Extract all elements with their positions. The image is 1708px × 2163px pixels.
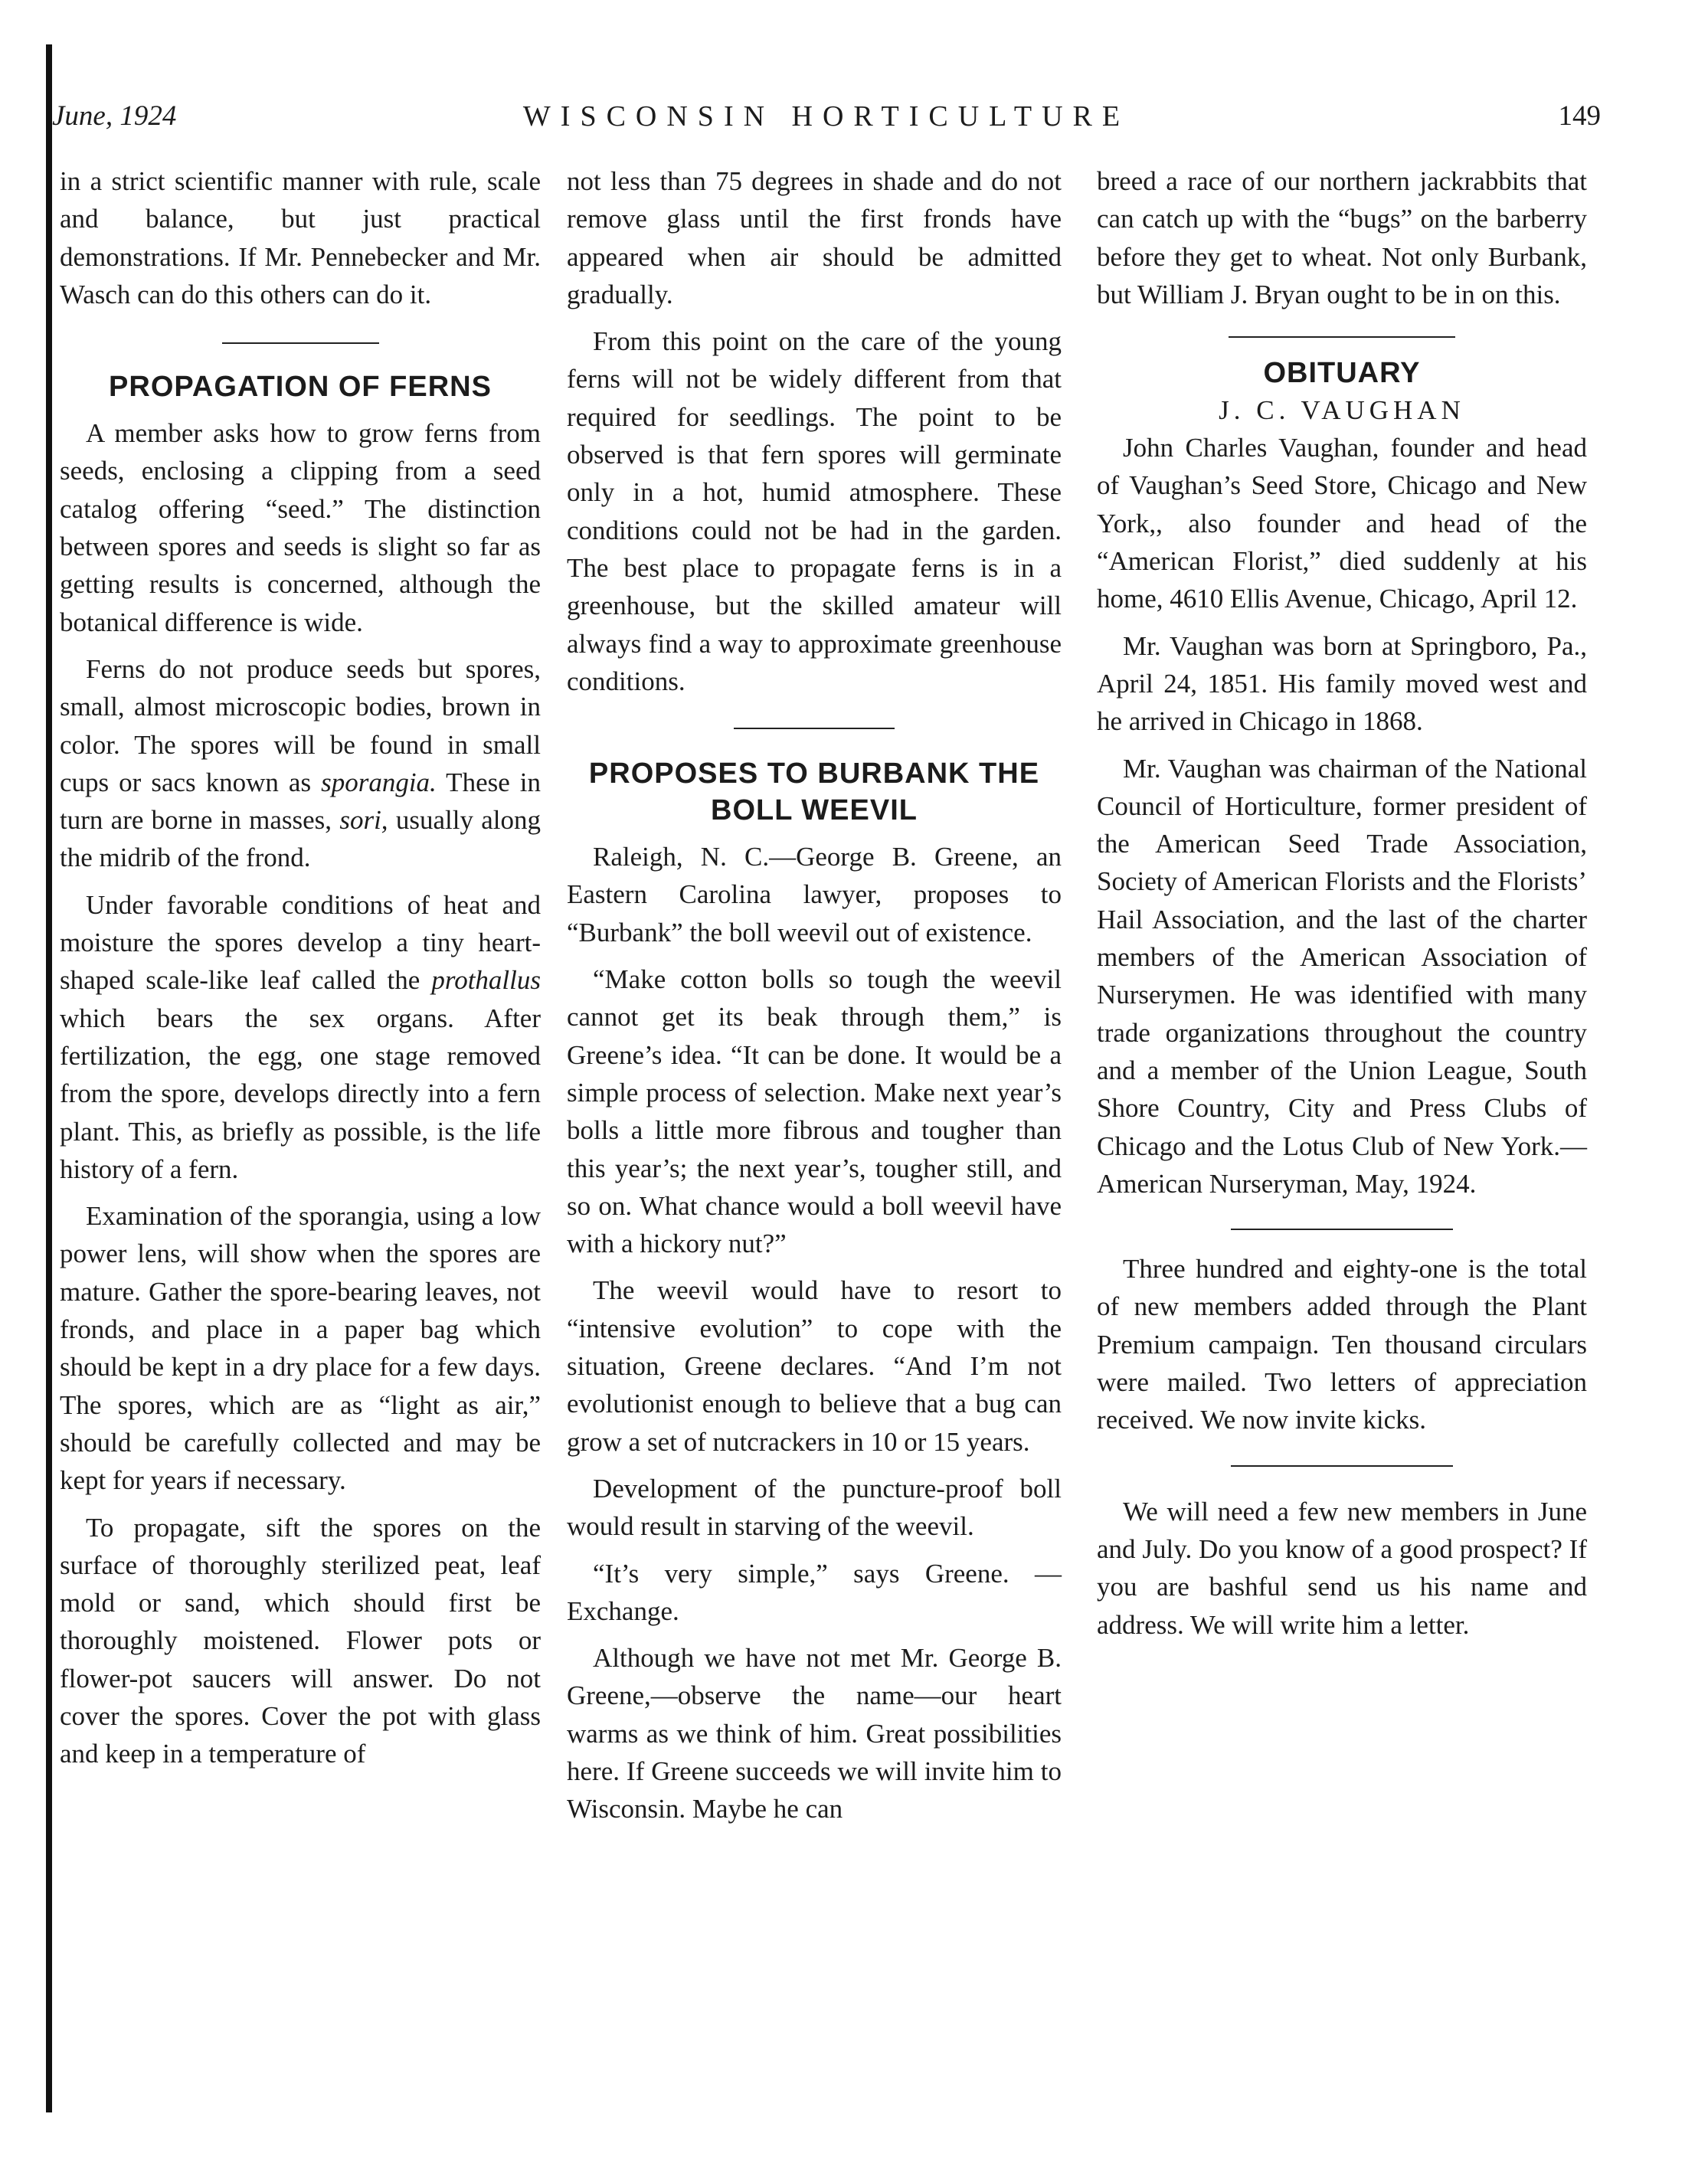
journal-title: WISCONSIN HORTICULTURE xyxy=(522,100,1130,133)
obituary-paragraph-2: Mr. Vaughan was born at Springboro, Pa., April 24, 1851. His family moved west and he arrived in Chicago in 1868. xyxy=(1097,630,1587,737)
ferns-paragraph-4: Examination of the sporangia, using a low power lens, will show when the spores are mature. Gather the spore-bearing leaves, not fronds, and place in a paper bag which should be kept in a dry place for a few days. The spores, which are as “light as air,” should be carefully collected and may be kept for years if necessary. xyxy=(60,1201,541,1496)
ferns-paragraph-3-text-b: which bears the sex organs. After fertilization, the egg, one stage removed from the spore, develops directly into a fern plant. This, as briefly as possible, is the life history of a fern. xyxy=(60,1003,541,1184)
obituary-heading: OBITUARY xyxy=(1263,357,1421,390)
section-divider xyxy=(1229,336,1455,338)
ferns-paragraph-1: A member asks how to grow ferns from seeds, enclosing a clipping from a seed catalog offering “seed.” The distinction between spores and seeds is slight so far as getting results is concerned, although the botanical difference is wide. xyxy=(60,418,541,637)
column-3 xyxy=(1097,162,1587,1644)
ferns-paragraph-5: To propagate, sift the spores on the surface of thoroughly sterilized peat, leaf mold or sand, which should first be thoroughly moistened. Flower pots or flower-pot saucers will answer. Do not cover the spores. Cover the pot with glass and keep in a temperature of xyxy=(60,1512,541,1769)
weevil-heading: PROPOSES TO BURBANK THE BOLL WEEVIL xyxy=(588,758,1040,827)
obituary-byline: J. C. VAUGHAN xyxy=(1219,395,1465,426)
term-sporangia: sporangia. xyxy=(321,767,437,797)
ferns-paragraph-2-text-c: usually along the midrib of the frond. xyxy=(60,805,541,873)
running-header xyxy=(52,92,1601,138)
weevil-paragraph-6-continued: breed a race of our northern jackrabbits that can catch up with the “bugs” on the barberry before they get to wheat. Not only Burbank, but William J. Bryan ought to be in on this. xyxy=(1097,166,1587,309)
new-members-paragraph: Three hundred and eighty-one is the total of new members added through the Plant Premium campaign. Ten thousand circulars were mailed. Two letters of appreciation received. We now invite kicks. xyxy=(1097,1254,1587,1435)
intro-paragraph: in a strict scientific manner with rule, scale and balance, but just practical demonstrations. If Mr. Pennebecker and Mr. Wasch can do this others can do it. xyxy=(60,166,541,309)
term-prothallus: prothallus xyxy=(431,965,541,996)
column-1 xyxy=(60,162,541,1773)
term-sori: sori, xyxy=(339,805,388,836)
ferns-paragraph-7: From this point on the care of the young ferns will not be widely different from that required for seedlings. The point to be observed is that fern spores will germinate only in a hot, humid atmosphere. These conditions could not be had in the garden. The best place to propagate ferns is in a greenhouse, but the skilled amateur will always find a way to approximate greenhouse conditions. xyxy=(567,326,1062,696)
weevil-paragraph-2: “Make cotton bolls so tough the weevil cannot get its beak through them,” is Greene’s idea. “It can be done. It would be a simple process of selection. Make next year’s bolls a little more fibrous and tougher than this year’s; the next year’s, tougher still, and so on. What chance would a boll weevil have with a hickory nut?” xyxy=(567,964,1062,1259)
section-divider xyxy=(222,342,379,344)
section-divider xyxy=(1231,1465,1453,1467)
ferns-paragraph-2-text-a: Ferns do not produce seeds but spores, small, almost microscopic bodies, brown in color. The spores will be found in small cups or sacs known as xyxy=(60,653,541,797)
issue-date: June, 1924 xyxy=(52,100,177,132)
prospect-paragraph: We will need a few new members in June and July. Do you know of a good prospect? If you are bashful send us his name and address. We will write him a letter. xyxy=(1097,1496,1587,1640)
ferns-paragraph-6: not less than 75 degrees in shade and do not remove glass until the first fronds have appeared when air should be admitted gradually. xyxy=(567,166,1062,309)
obituary-paragraph-3: Mr. Vaughan was chairman of the National Council of Horticulture, former president of the American Seed Trade Association, Society of American Florists and the Florists’ Hail Association, and the last of the charter members of the American Association of Nurserymen. He was identified with many trade organizations throughout the country and a member of the Union League, South Shore Country, City and Press Clubs of Chicago and the Lotus Club of New York.—American Nurseryman, May, 1924. xyxy=(1097,753,1587,1199)
obituary-paragraph-1: John Charles Vaughan, founder and head of Vaughan’s Seed Store, Chicago and New York,, also founder and head of the “American Florist,” died suddenly at his home, 4610 Ellis Avenue, Chicago, April 12. xyxy=(1097,433,1587,614)
section-divider xyxy=(1231,1229,1453,1230)
page-number: 149 xyxy=(1558,100,1601,132)
ferns-heading: PROPAGATION OF FERNS xyxy=(109,371,492,404)
weevil-paragraph-6: Although we have not met Mr. George B. Greene,—observe the name—our heart warms as we think of him. Great possibilities here. If Greene succeeds we will invite him to Wisconsin. Maybe he can xyxy=(567,1643,1062,1824)
weevil-paragraph-1: Raleigh, N. C.—George B. Greene, an Eastern Carolina lawyer, proposes to “Burbank” the boll weevil out of existence. xyxy=(567,842,1062,947)
weevil-paragraph-4: Development of the puncture-proof boll would result in starving of the weevil. xyxy=(567,1473,1062,1542)
ferns-paragraph-3-text-a: Under favorable conditions of heat and moisture the spores develop a tiny heart-shaped scale-like leaf called the xyxy=(60,889,541,996)
column-2 xyxy=(567,162,1062,1828)
weevil-paragraph-5: “It’s very simple,” says Greene. —Exchange. xyxy=(567,1558,1062,1626)
weevil-paragraph-3: The weevil would have to resort to “intensive evolution” to cope with the situation, Greene declares. “And I’m not evolutionist enough to believe that a bug can grow a set of nutcrackers in 10 or 15 years. xyxy=(567,1275,1062,1457)
page-binding-edge xyxy=(46,44,52,2112)
ferns-paragraph-2-text-b: These in turn are borne in masses, xyxy=(60,767,541,836)
section-divider xyxy=(734,728,895,729)
ferns-paragraph-2 xyxy=(60,650,541,877)
ferns-paragraph-3 xyxy=(60,886,541,1188)
